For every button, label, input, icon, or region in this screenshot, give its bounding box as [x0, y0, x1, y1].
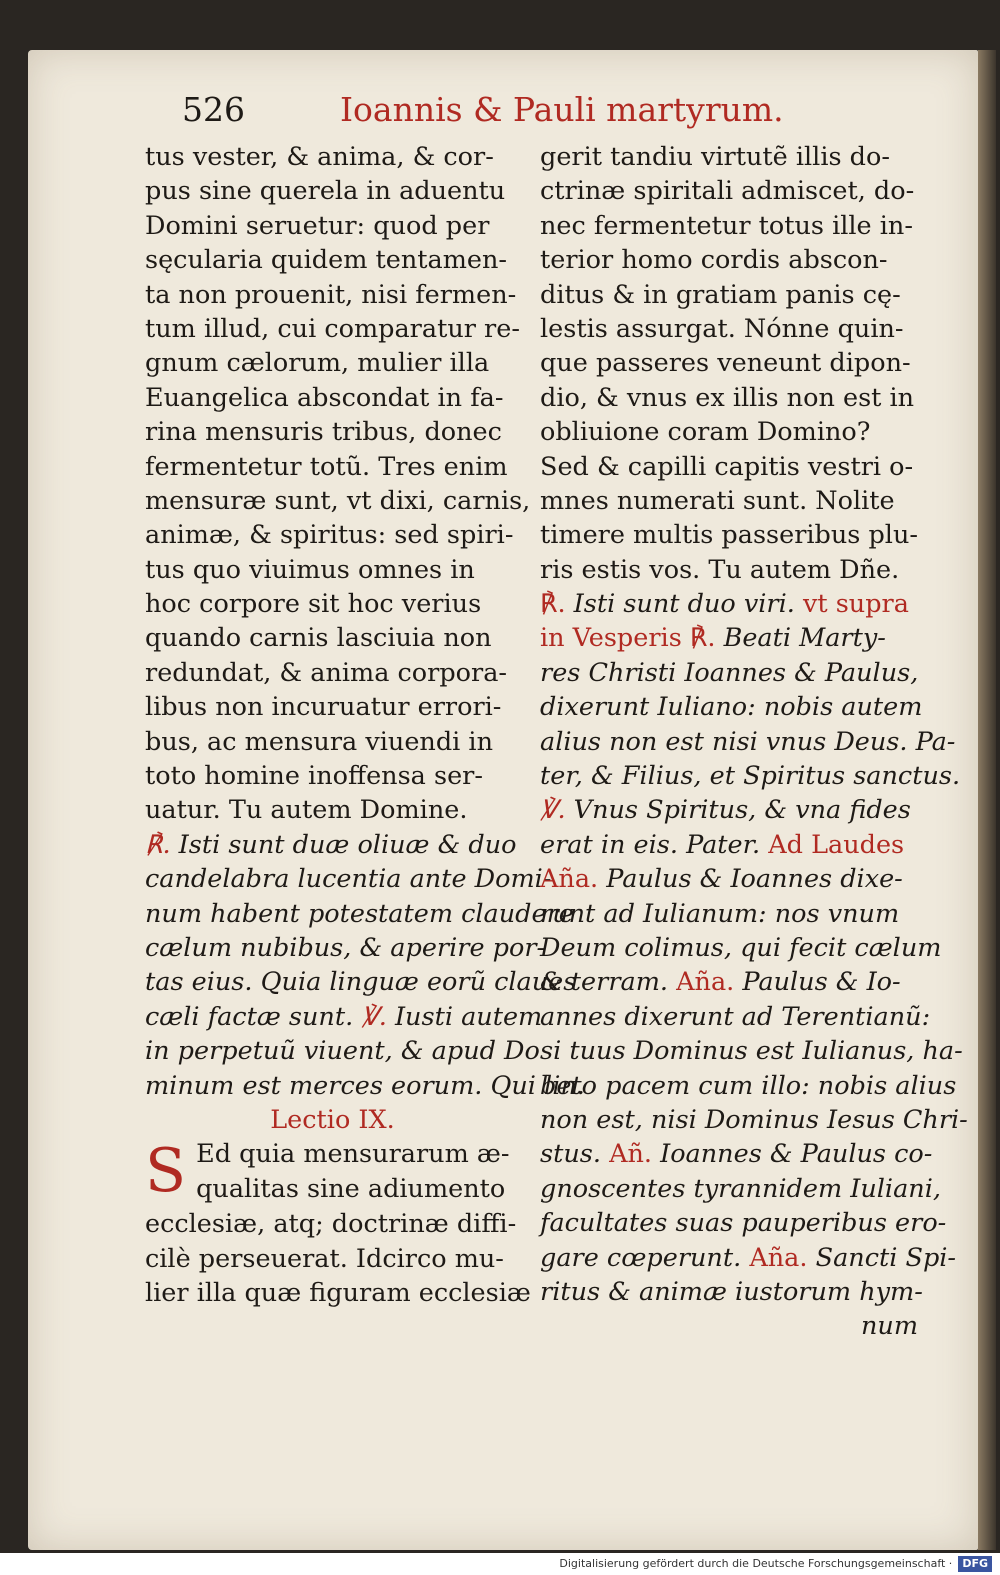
- text-fragment: gare cœperunt.: [540, 1242, 742, 1273]
- text-line: fermentetur totũ. Tres enim: [145, 451, 508, 482]
- text-line: si tuus Dominus est Iulianus, ha-: [540, 1036, 963, 1067]
- responsory-line: [540, 587, 918, 621]
- text-line: pus sine querela in aduentu: [145, 176, 506, 207]
- text-line: ctrinæ spiritali admiscet, do-: [540, 176, 915, 207]
- antiphon-line: [540, 965, 918, 999]
- text-line: ecclesiæ, atq; doctrinæ diffi-: [145, 1209, 517, 1240]
- responsory-text: Isti sunt duæ oliuæ & duo: [178, 829, 517, 860]
- text-line: cilè perseuerat. Idcirco mu-: [145, 1243, 504, 1274]
- responsory-mark: ℟.: [145, 829, 171, 860]
- responsory-line: [145, 828, 520, 862]
- text-fragment: Iusti autem: [394, 1001, 543, 1032]
- text-line: timere multis passeribus plu-: [540, 520, 919, 551]
- rubric-reference: vt supra: [802, 589, 909, 620]
- text-line: num habent potestatem claudere: [145, 898, 574, 929]
- text-line: in perpetuũ viuent, & apud Do: [145, 1036, 540, 1067]
- antiphon-mark: Añ.: [609, 1139, 653, 1170]
- drop-capital: S: [145, 1136, 187, 1207]
- text-line: nec fermentetur totus ille in-: [540, 210, 913, 241]
- folio-number: 526: [182, 90, 245, 129]
- text-line: tas eius. Quia linguæ eorũ claues: [145, 967, 577, 998]
- versicle-mark: ℣.: [361, 1001, 387, 1032]
- text-line: rina mensuris tribus, donec: [145, 417, 502, 448]
- text-fragment: Paulus & Ioannes dixe-: [606, 864, 903, 895]
- text-line: lier illa quæ figuram ecclesiæ: [145, 1278, 531, 1309]
- text-fragment: erat in eis. Pater.: [540, 829, 761, 860]
- text-line: Sed & capilli capitis vestri o-: [540, 451, 914, 482]
- text-line: uatur. Tu autem Domine.: [145, 795, 468, 826]
- antiphon-line: [540, 862, 918, 896]
- versicle-mark: ℣.: [540, 795, 566, 826]
- responsory-mark: ℟.: [540, 589, 566, 620]
- text-line: lestis assurgat. Nónne quin-: [540, 313, 904, 344]
- antiphon-mark: Aña.: [749, 1242, 808, 1273]
- text-line: dio, & vnus ex illis non est in: [540, 382, 915, 413]
- text-line: runt ad Iulianum: nos vnum: [540, 898, 900, 929]
- text-line: gnum cælorum, mulier illa: [145, 348, 490, 379]
- text-line: minum est merces eorum. Qui lin.: [145, 1070, 585, 1101]
- antiphon-mark: Aña.: [676, 967, 735, 998]
- text-line: candelabra lucentia ante Domi-: [145, 864, 552, 895]
- text-line: bus, ac mensura viuendi in: [145, 726, 493, 757]
- text-line: non est, nisi Dominus Iesus Chri-: [540, 1104, 968, 1135]
- text-line: que passeres veneunt dipon-: [540, 348, 911, 379]
- text-line: facultates suas pauperibus ero-: [540, 1208, 947, 1239]
- text-fragment: Vnus Spiritus, & vna fides: [573, 795, 911, 826]
- text-fragment: Sancti Spi-: [815, 1242, 957, 1273]
- text-line: beto pacem cum illo: nobis alius: [540, 1070, 957, 1101]
- text-line: Domini seruetur: quod per: [145, 210, 490, 241]
- text-line: gnoscentes tyrannidem Iuliani,: [540, 1173, 941, 1204]
- digitization-footer: [0, 1553, 1000, 1575]
- responsory-text: Beati Marty-: [723, 623, 886, 654]
- responsory-line: [540, 621, 918, 655]
- rubric-reference: in Vesperis: [540, 623, 682, 654]
- text-line: animæ, & spiritus: sed spiri-: [145, 520, 514, 551]
- versicle-line: [540, 793, 918, 827]
- text-line: mensuræ sunt, vt dixi, carnis,: [145, 485, 531, 516]
- text-line: qualitas sine adiumento: [196, 1173, 506, 1204]
- text-line: Ed quia mensurarum æ-: [196, 1139, 510, 1170]
- catchword: num: [860, 1311, 918, 1342]
- responsory-text: Isti sunt duo viri.: [573, 589, 795, 620]
- versicle-line: [145, 1000, 543, 1034]
- right-column: [540, 140, 968, 1344]
- text-line: toto homine inoffensa ser-: [145, 761, 483, 792]
- text-line: res Christi Ioannes & Paulus,: [540, 657, 919, 688]
- responsory-mark: ℟.: [689, 623, 716, 654]
- text-line: obliuione coram Domino?: [540, 417, 871, 448]
- antiphon-mark: Aña.: [540, 864, 599, 895]
- footer-text: Digitalisierung gefördert durch die Deutsche Forschungsgemeinschaft ·: [559, 1557, 953, 1570]
- text-fragment: Ioannes & Paulus co-: [660, 1139, 933, 1170]
- text-line: quando carnis lasciuia non: [145, 623, 492, 654]
- text-line: gerit tandiu virtutẽ illis do-: [540, 142, 890, 172]
- dfg-logo: DFG: [958, 1556, 992, 1572]
- text-line: Euangelica abscondat in fa-: [145, 382, 504, 413]
- text-line: ritus & animæ iustorum hym-: [540, 1276, 923, 1307]
- text-line: redundat, & anima corpora-: [145, 657, 508, 688]
- page-header: [150, 85, 784, 135]
- text-line: terior homo cordis abscon-: [540, 245, 888, 276]
- text-fragment: & terram.: [540, 967, 669, 998]
- laudes-line: [540, 828, 918, 862]
- lectio-body: [145, 1136, 531, 1310]
- text-line: hoc corpore sit hoc verius: [145, 589, 482, 620]
- text-line: libus non incuruatur errori-: [145, 692, 502, 723]
- text-line: tus vester, & anima, & cor-: [145, 142, 494, 172]
- text-line: sęcularia quidem tentamen-: [145, 245, 508, 276]
- text-line: dixerunt Iuliano: nobis autem: [540, 692, 923, 723]
- text-line: alius non est nisi vnus Deus. Pa-: [540, 726, 956, 757]
- text-line: ter, & Filius, et Spiritus sanctus.: [540, 761, 961, 792]
- text-fragment: Paulus & Io-: [742, 967, 901, 998]
- antiphon-line: [540, 1137, 933, 1171]
- antiphon-line: [540, 1241, 957, 1275]
- lectio-heading: Lectio IX.: [270, 1104, 395, 1135]
- text-line: ditus & in gratiam panis cę-: [540, 279, 901, 310]
- text-fragment: cæli factæ sunt.: [145, 1001, 354, 1032]
- page-edge: [978, 50, 996, 1550]
- text-line: Deum colimus, qui fecit cælum: [540, 932, 942, 963]
- text-line: ta non prouenit, nisi fermen-: [145, 279, 517, 310]
- running-title: Ioannis & Pauli martyrum.: [340, 90, 784, 129]
- text-line: ris estis vos. Tu autem Dñe.: [540, 554, 900, 585]
- text-line: mnes numerati sunt. Nolite: [540, 485, 895, 516]
- laudes-heading: Ad Laudes: [768, 829, 905, 860]
- text-fragment: stus.: [540, 1139, 601, 1170]
- text-line: tus quo viuimus omnes in: [145, 554, 475, 585]
- text-line: cælum nubibus, & aperire por-: [145, 932, 546, 963]
- text-line: annes dixerunt ad Terentianũ:: [540, 1001, 931, 1032]
- text-line: tum illud, cui comparatur re-: [145, 313, 520, 344]
